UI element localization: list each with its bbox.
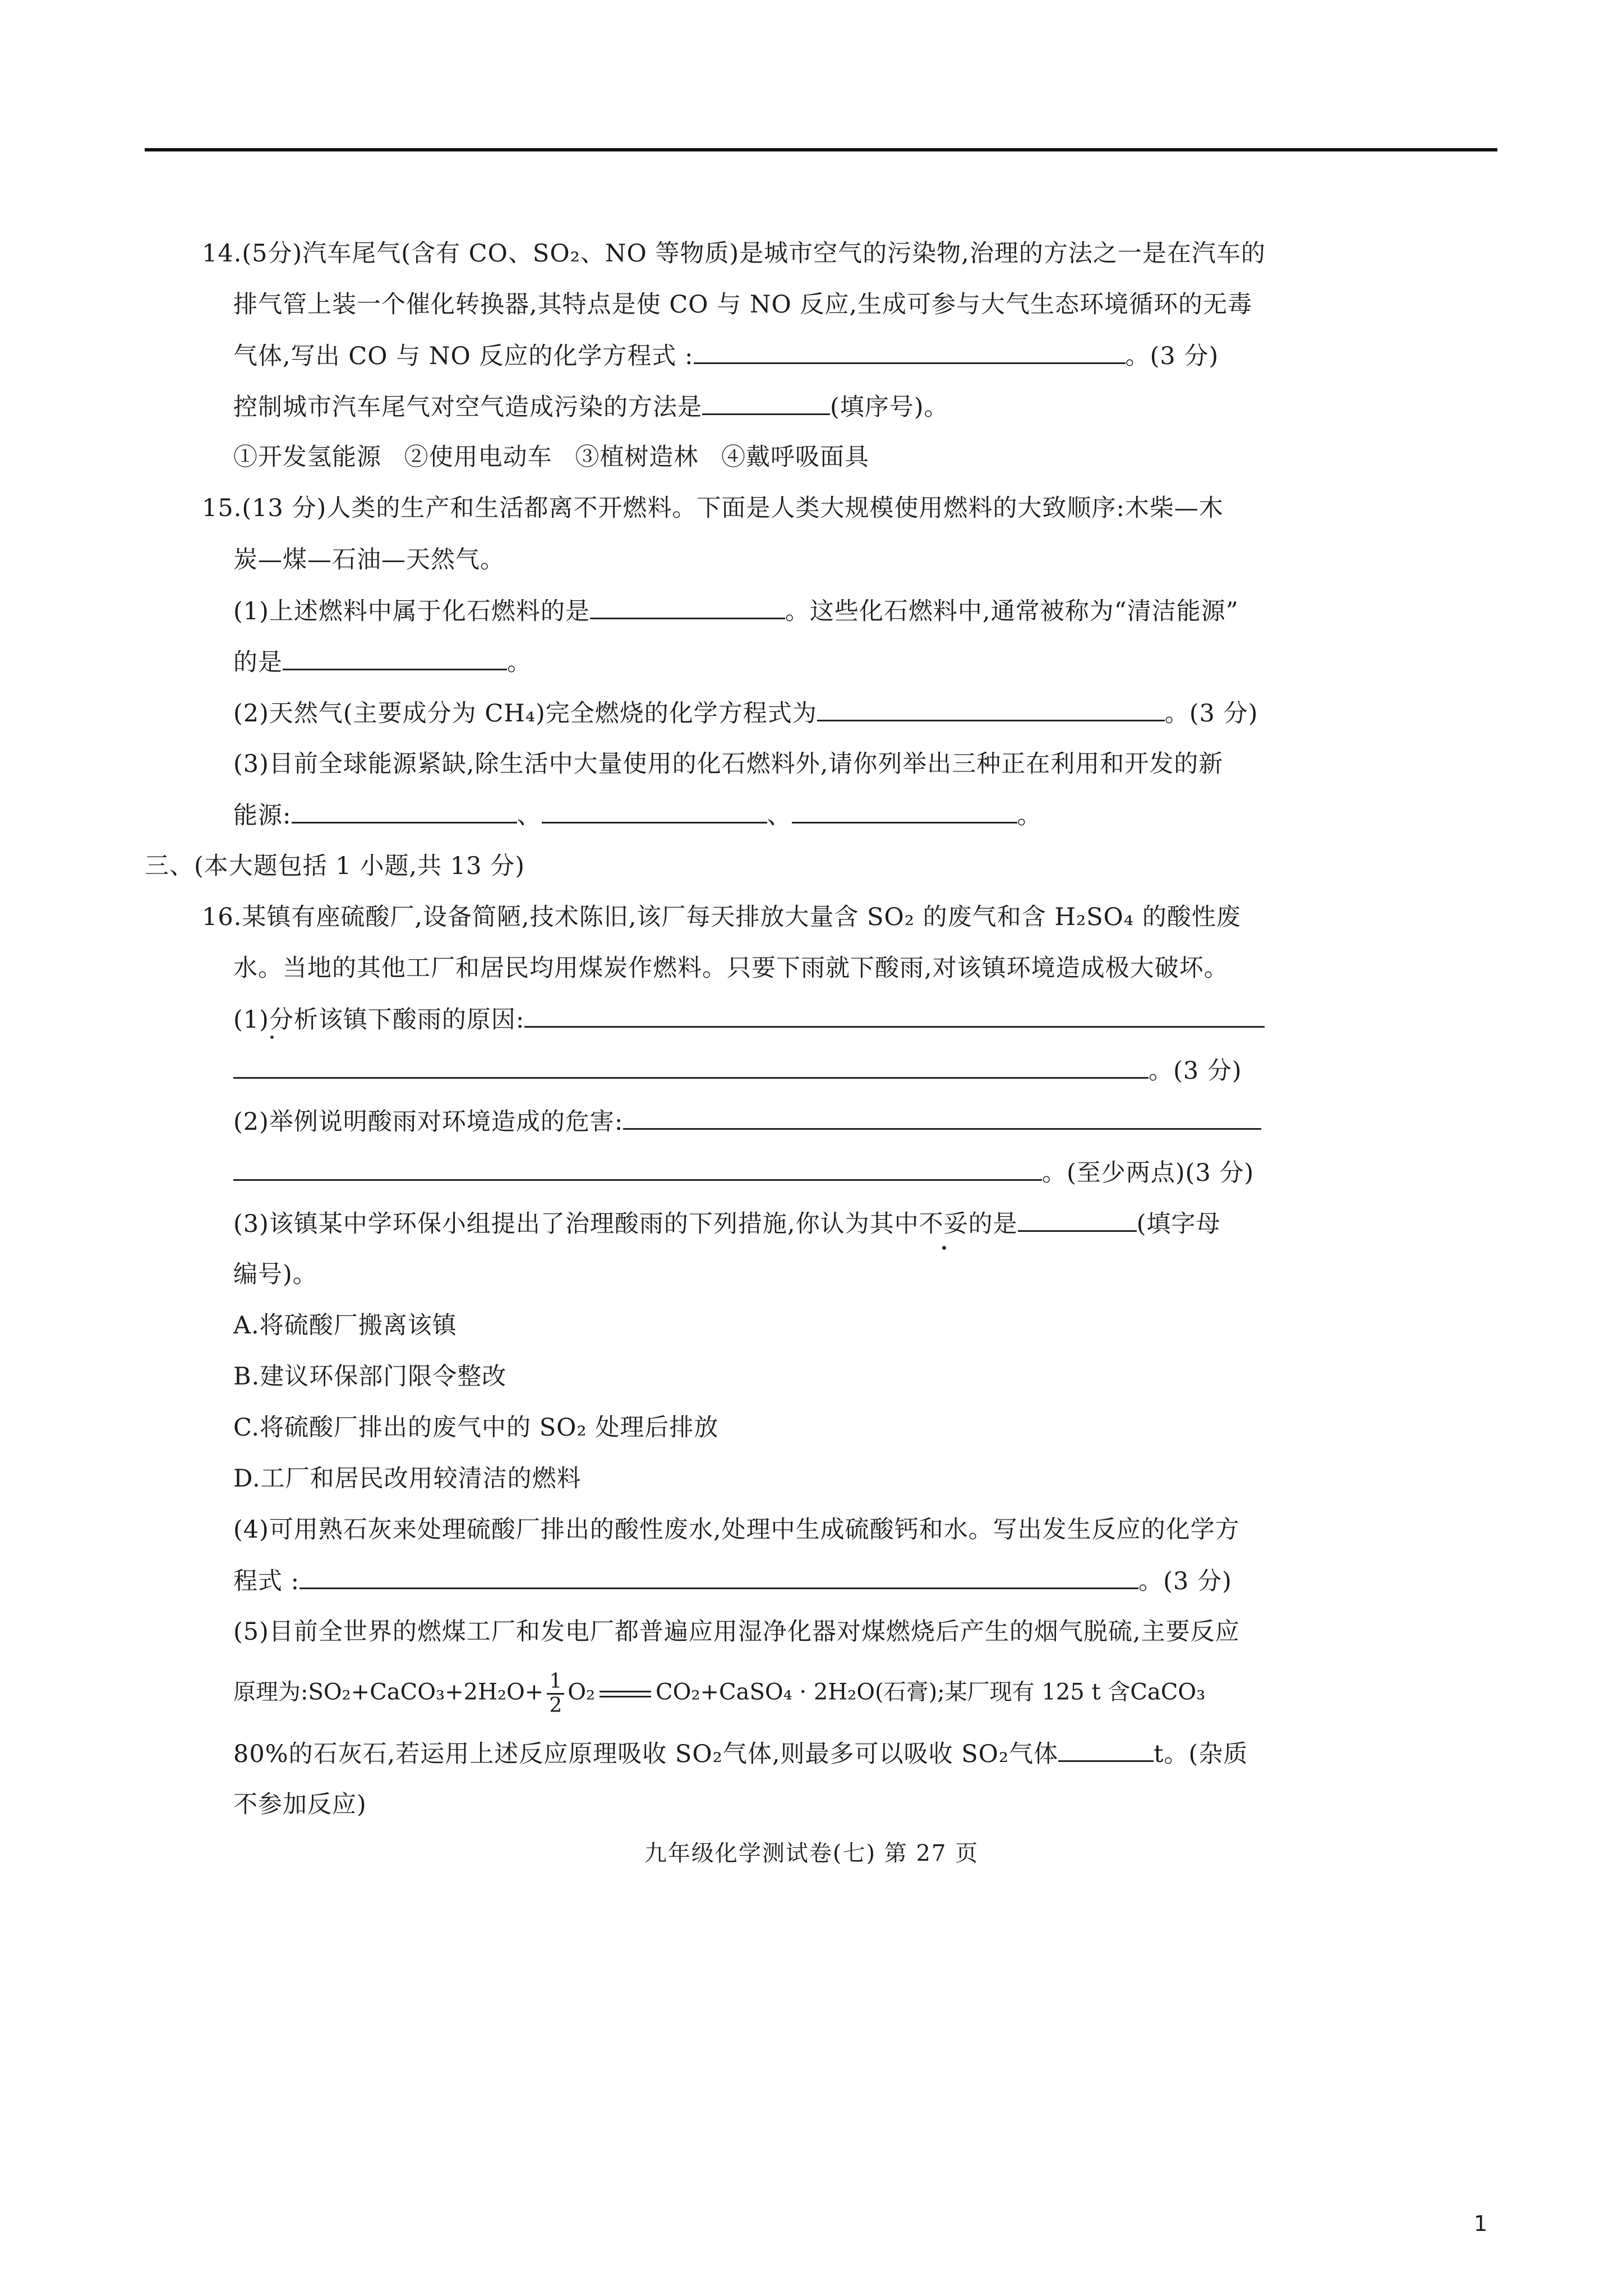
q16-part5d: 不参加反应) (233, 1791, 367, 1819)
q15-part2-prompt: (2)天然气(主要成分为 CH₄)完全燃烧的化学方程式为 (233, 700, 817, 728)
q16-part2-prompt: (2)举例说明酸雨对环境造成的危害: (233, 1108, 624, 1136)
q14-equation-score: 。(3 分) (1125, 342, 1219, 370)
q15-energy-blank-3[interactable] (792, 797, 1017, 823)
fraction-denominator: 2 (549, 1694, 562, 1717)
q16-part4b-prompt: 程式 : (233, 1567, 300, 1595)
q16-part1-prompt: (1)分析该镇下酸雨的原因: (233, 1006, 525, 1034)
q14-method-hint: (填序号)。 (830, 393, 949, 421)
q15-line1: 15.(13 分)人类的生产和生活都离不开燃料。下面是人类大规模使用燃料的大致顺序:木柴—木 (202, 494, 1224, 522)
q15-clean-energy-blank[interactable] (283, 644, 507, 670)
equation-products: CO₂+CaSO₄ · 2H₂O(石膏);某厂现有 125 t 含CaCO₃ (656, 1679, 1206, 1705)
q16-so2-mass-blank[interactable] (1058, 1736, 1154, 1762)
q15-separator-2: 、 (767, 802, 792, 830)
q15-part2-score: 。(3 分) (1164, 700, 1258, 728)
q16-part2-score: 。(至少两点)(3 分) (1042, 1159, 1255, 1187)
q16-part5c-unit: t。(杂质 (1154, 1740, 1248, 1768)
page-footer: 九年级化学测试卷(七) 第 27 页 (644, 1841, 979, 1866)
q16-part1 (233, 1001, 1265, 1038)
q15-combustion-blank[interactable] (817, 695, 1165, 721)
q15-part3b (233, 797, 1042, 834)
q16-part2 (233, 1103, 1261, 1140)
q15-energy-blank-2[interactable] (542, 797, 767, 823)
q14-line4 (233, 389, 949, 425)
section-3-heading: 三、(本大题包括 1 小题,共 13 分) (145, 852, 525, 880)
q14-method-prompt: 控制城市汽车尾气对空气造成污染的方法是 (233, 393, 702, 421)
equation-reactants: 原理为:SO₂+CaCO₃+2H₂O+ (233, 1679, 544, 1705)
equation-fraction (547, 1671, 564, 1717)
q16-part3-prompt: (3)该镇某中学环保小组提出了治理酸雨的下列措施,你认为其中 (233, 1210, 919, 1238)
q16-reaction-equation (233, 1671, 1205, 1717)
q15-part1 (233, 593, 1239, 629)
q15-part2 (233, 695, 1258, 731)
q16-improper-measure-blank[interactable] (1018, 1205, 1137, 1232)
q16-part5c-prompt: 80%的石灰石,若运用上述反应原理吸收 SO₂气体,则最多可以吸收 SO₂气体 (233, 1740, 1059, 1768)
q14-line1: 14.(5分)汽车尾气(含有 CO、SO₂、NO 等物质)是城市空气的污染物,治理的方法之一是在汽车的 (202, 240, 1266, 268)
q16-part3-mid: 的是 (968, 1210, 1018, 1238)
q15-energy-blank-1[interactable] (292, 797, 517, 823)
q15-part3b-prompt: 能源: (233, 802, 292, 830)
page-number: 1 (1474, 2211, 1488, 2236)
q16-part3-hint: (填字母 (1136, 1210, 1221, 1238)
q16-option-d: D.工厂和居民改用较清洁的燃料 (233, 1465, 582, 1493)
q16-option-c: C.将硫酸厂排出的废气中的 SO₂ 处理后排放 (233, 1414, 719, 1442)
q15-part3: (3)目前全球能源紧缺,除生活中大量使用的化石燃料外,请你列举出三种正在利用和开发的新 (233, 750, 1224, 778)
q16-cause-blank-2[interactable] (233, 1052, 1149, 1079)
q15-part1-prompt: (1)上述燃料中属于化石燃料的是 (233, 597, 590, 625)
q16-part5c (233, 1736, 1248, 1772)
q16-neutralization-blank[interactable] (299, 1563, 1138, 1589)
q15-part3b-end: 。 (1017, 802, 1042, 830)
q16-option-a: A.将硫酸厂搬离该镇 (233, 1312, 457, 1340)
q15-part1-text: 。这些化石燃料中,通常被称为“清洁能源” (785, 597, 1239, 625)
q16-harm-blank-2[interactable] (233, 1154, 1042, 1181)
q16-part1-score: 。(3 分) (1149, 1057, 1242, 1085)
q15-part1b-end: 。 (507, 648, 532, 677)
scan-speck (270, 1036, 274, 1039)
q16-line1: 16.某镇有座硫酸厂,设备简陋,技术陈旧,该厂每天排放大量含 SO₂ 的废气和含 H₂SO₄ 的酸性废 (202, 903, 1241, 931)
q16-part1b (233, 1052, 1242, 1089)
q16-part2b (233, 1154, 1254, 1191)
equation-oxygen: O₂ (568, 1679, 596, 1705)
q16-part3 (233, 1205, 1220, 1242)
q15-fossil-fuel-blank[interactable] (590, 593, 785, 619)
q14-method-blank[interactable] (702, 389, 830, 415)
q15-separator-1: 、 (517, 802, 542, 830)
q14-line3 (233, 338, 1219, 374)
q16-part4: (4)可用熟石灰来处理硫酸厂排出的酸性废水,处理中生成硫酸钙和水。写出发生反应的化学方 (233, 1516, 1240, 1544)
q16-emphasis-text: 不妥 (919, 1206, 969, 1242)
q15-line2: 炭—煤—石油—天然气。 (233, 546, 505, 574)
q15-part1b (233, 644, 532, 680)
q16-part5: (5)目前全世界的燃煤工厂和发电厂都普遍应用湿净化器对煤燃烧后产生的烟气脱硫,主要反应 (233, 1618, 1240, 1646)
fraction-numerator: 1 (547, 1671, 564, 1695)
q14-options: ①开发氢能源 ②使用电动车 ③植树造林 ④戴呼吸面具 (233, 443, 870, 471)
q16-part4-score: 。(3 分) (1138, 1567, 1232, 1595)
q16-part4b (233, 1563, 1232, 1599)
equation-equals-sign (600, 1691, 651, 1697)
q14-equation-blank[interactable] (694, 338, 1126, 364)
q14-line2: 排气管上装一个催化转换器,其特点是使 CO 与 NO 反应,生成可参与大气生态环境循环的无毒 (233, 291, 1253, 319)
q16-option-b: B.建议环保部门限令整改 (233, 1363, 507, 1391)
q16-line2: 水。当地的其他工厂和居民均用煤炭作燃料。只要下雨就下酸雨,对该镇环境造成极大破坏。 (233, 954, 1229, 982)
q16-harm-blank-1[interactable] (623, 1103, 1261, 1130)
q16-part3b: 编号)。 (233, 1260, 317, 1289)
q14-equation-prompt: 气体,写出 CO 与 NO 反应的化学方程式 : (233, 342, 694, 370)
q15-part1b-prompt: 的是 (233, 648, 283, 677)
q16-cause-blank-1[interactable] (524, 1001, 1265, 1028)
header-rule (145, 148, 1497, 151)
